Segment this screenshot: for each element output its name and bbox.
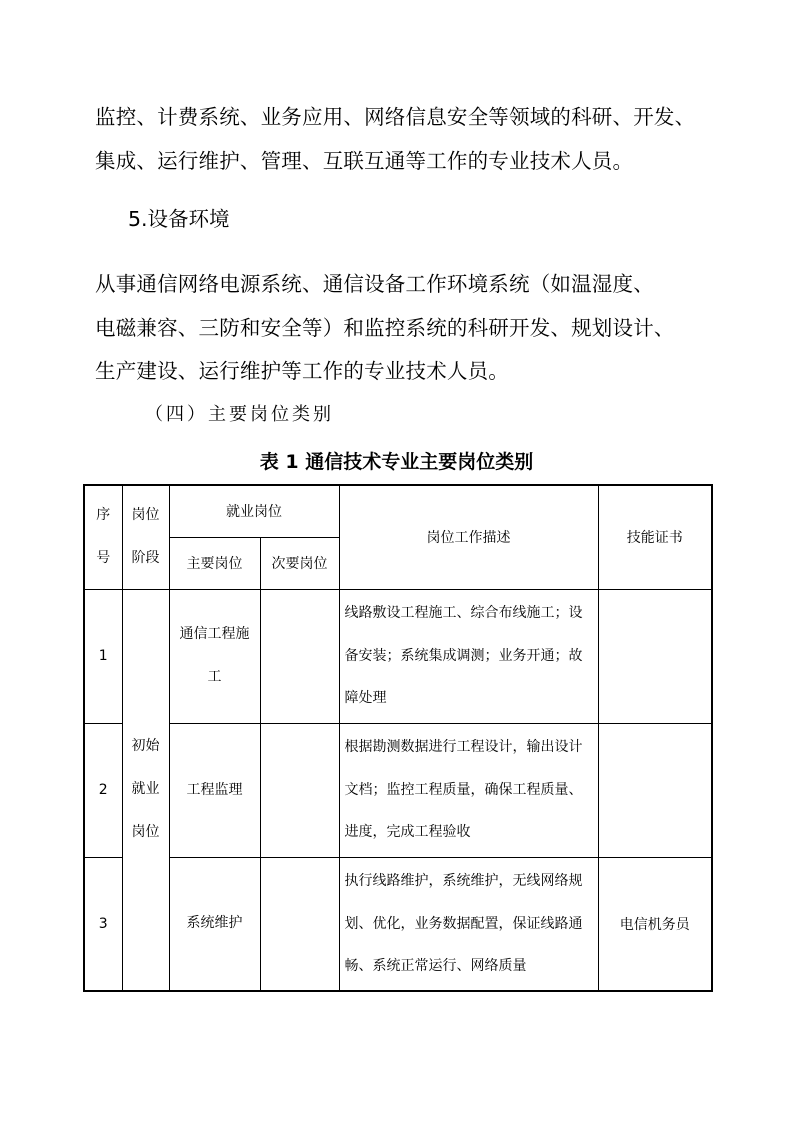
header-description: 岗位工作描述 [339, 485, 598, 589]
header-seq-line-1: 序 [96, 507, 111, 524]
table-caption: 表 1 通信技术专业主要岗位类别 [259, 451, 534, 473]
paragraph-1 [95, 96, 705, 183]
paragraph-1-line-2: 集成、运行维护、管理、互联互通等工作的专业技术人员。 [95, 148, 634, 173]
header-seq [84, 485, 122, 589]
paragraph-2-line-1: 从事通信网络电源系统、通信设备工作环境系统（如温湿度、 [95, 272, 654, 296]
cell-primary: 工程监理 [169, 723, 260, 857]
positions-table [83, 484, 713, 992]
cell-primary: 通信工程施工 [169, 589, 260, 723]
cell-certificate [598, 589, 712, 723]
subsection-heading: （四）主要岗位类别 [145, 404, 334, 425]
cell-description: 根据勘测数据进行工程设计，输出设计文档；监控工程质量，确保工程质量、进度，完成工程验收 [339, 723, 598, 857]
cell-description: 执行线路维护，系统维护，无线网络规划、优化，业务数据配置，保证线路通畅、系统正常运行、网络质量 [339, 857, 598, 991]
paragraph-2-line-3: 生产建设、运行维护等工作的专业技术人员。 [95, 359, 509, 383]
cell-certificate [598, 723, 712, 857]
table-row [84, 589, 712, 723]
table-row [84, 857, 712, 991]
header-employment: 就业岗位 [169, 485, 339, 537]
cell-stage-line-2: 就业 [131, 781, 160, 798]
header-certificate: 技能证书 [598, 485, 712, 589]
cell-secondary [260, 589, 339, 723]
cell-secondary [260, 723, 339, 857]
paragraph-1-line-1: 监控、计费系统、业务应用、网络信息安全等领域的科研、开发、 [95, 105, 696, 129]
cell-seq: 1 [84, 589, 122, 723]
cell-stage [122, 589, 169, 991]
cell-secondary [260, 857, 339, 991]
cell-seq: 2 [84, 723, 122, 857]
header-secondary: 次要岗位 [260, 537, 339, 589]
cell-primary: 系统维护 [169, 857, 260, 991]
paragraph-2 [95, 263, 705, 394]
header-stage-line-1: 岗位 [131, 507, 160, 524]
paragraph-2-line-2: 电磁兼容、三防和安全等）和监控系统的科研开发、规划设计、 [95, 315, 675, 340]
cell-certificate: 电信机务员 [598, 857, 712, 991]
table-row [84, 723, 712, 857]
cell-description: 线路敷设工程施工、综合布线施工；设备安装；系统集成调测；业务开通；故障处理 [339, 589, 598, 723]
header-seq-line-2: 号 [96, 550, 111, 567]
header-primary: 主要岗位 [169, 537, 260, 589]
header-stage [122, 485, 169, 589]
header-stage-line-2: 阶段 [131, 550, 160, 567]
cell-stage-line-3: 岗位 [131, 824, 160, 841]
section-5-heading: 5.设备环境 [128, 207, 230, 231]
cell-seq: 3 [84, 857, 122, 991]
cell-stage-line-1: 初始 [131, 738, 160, 755]
